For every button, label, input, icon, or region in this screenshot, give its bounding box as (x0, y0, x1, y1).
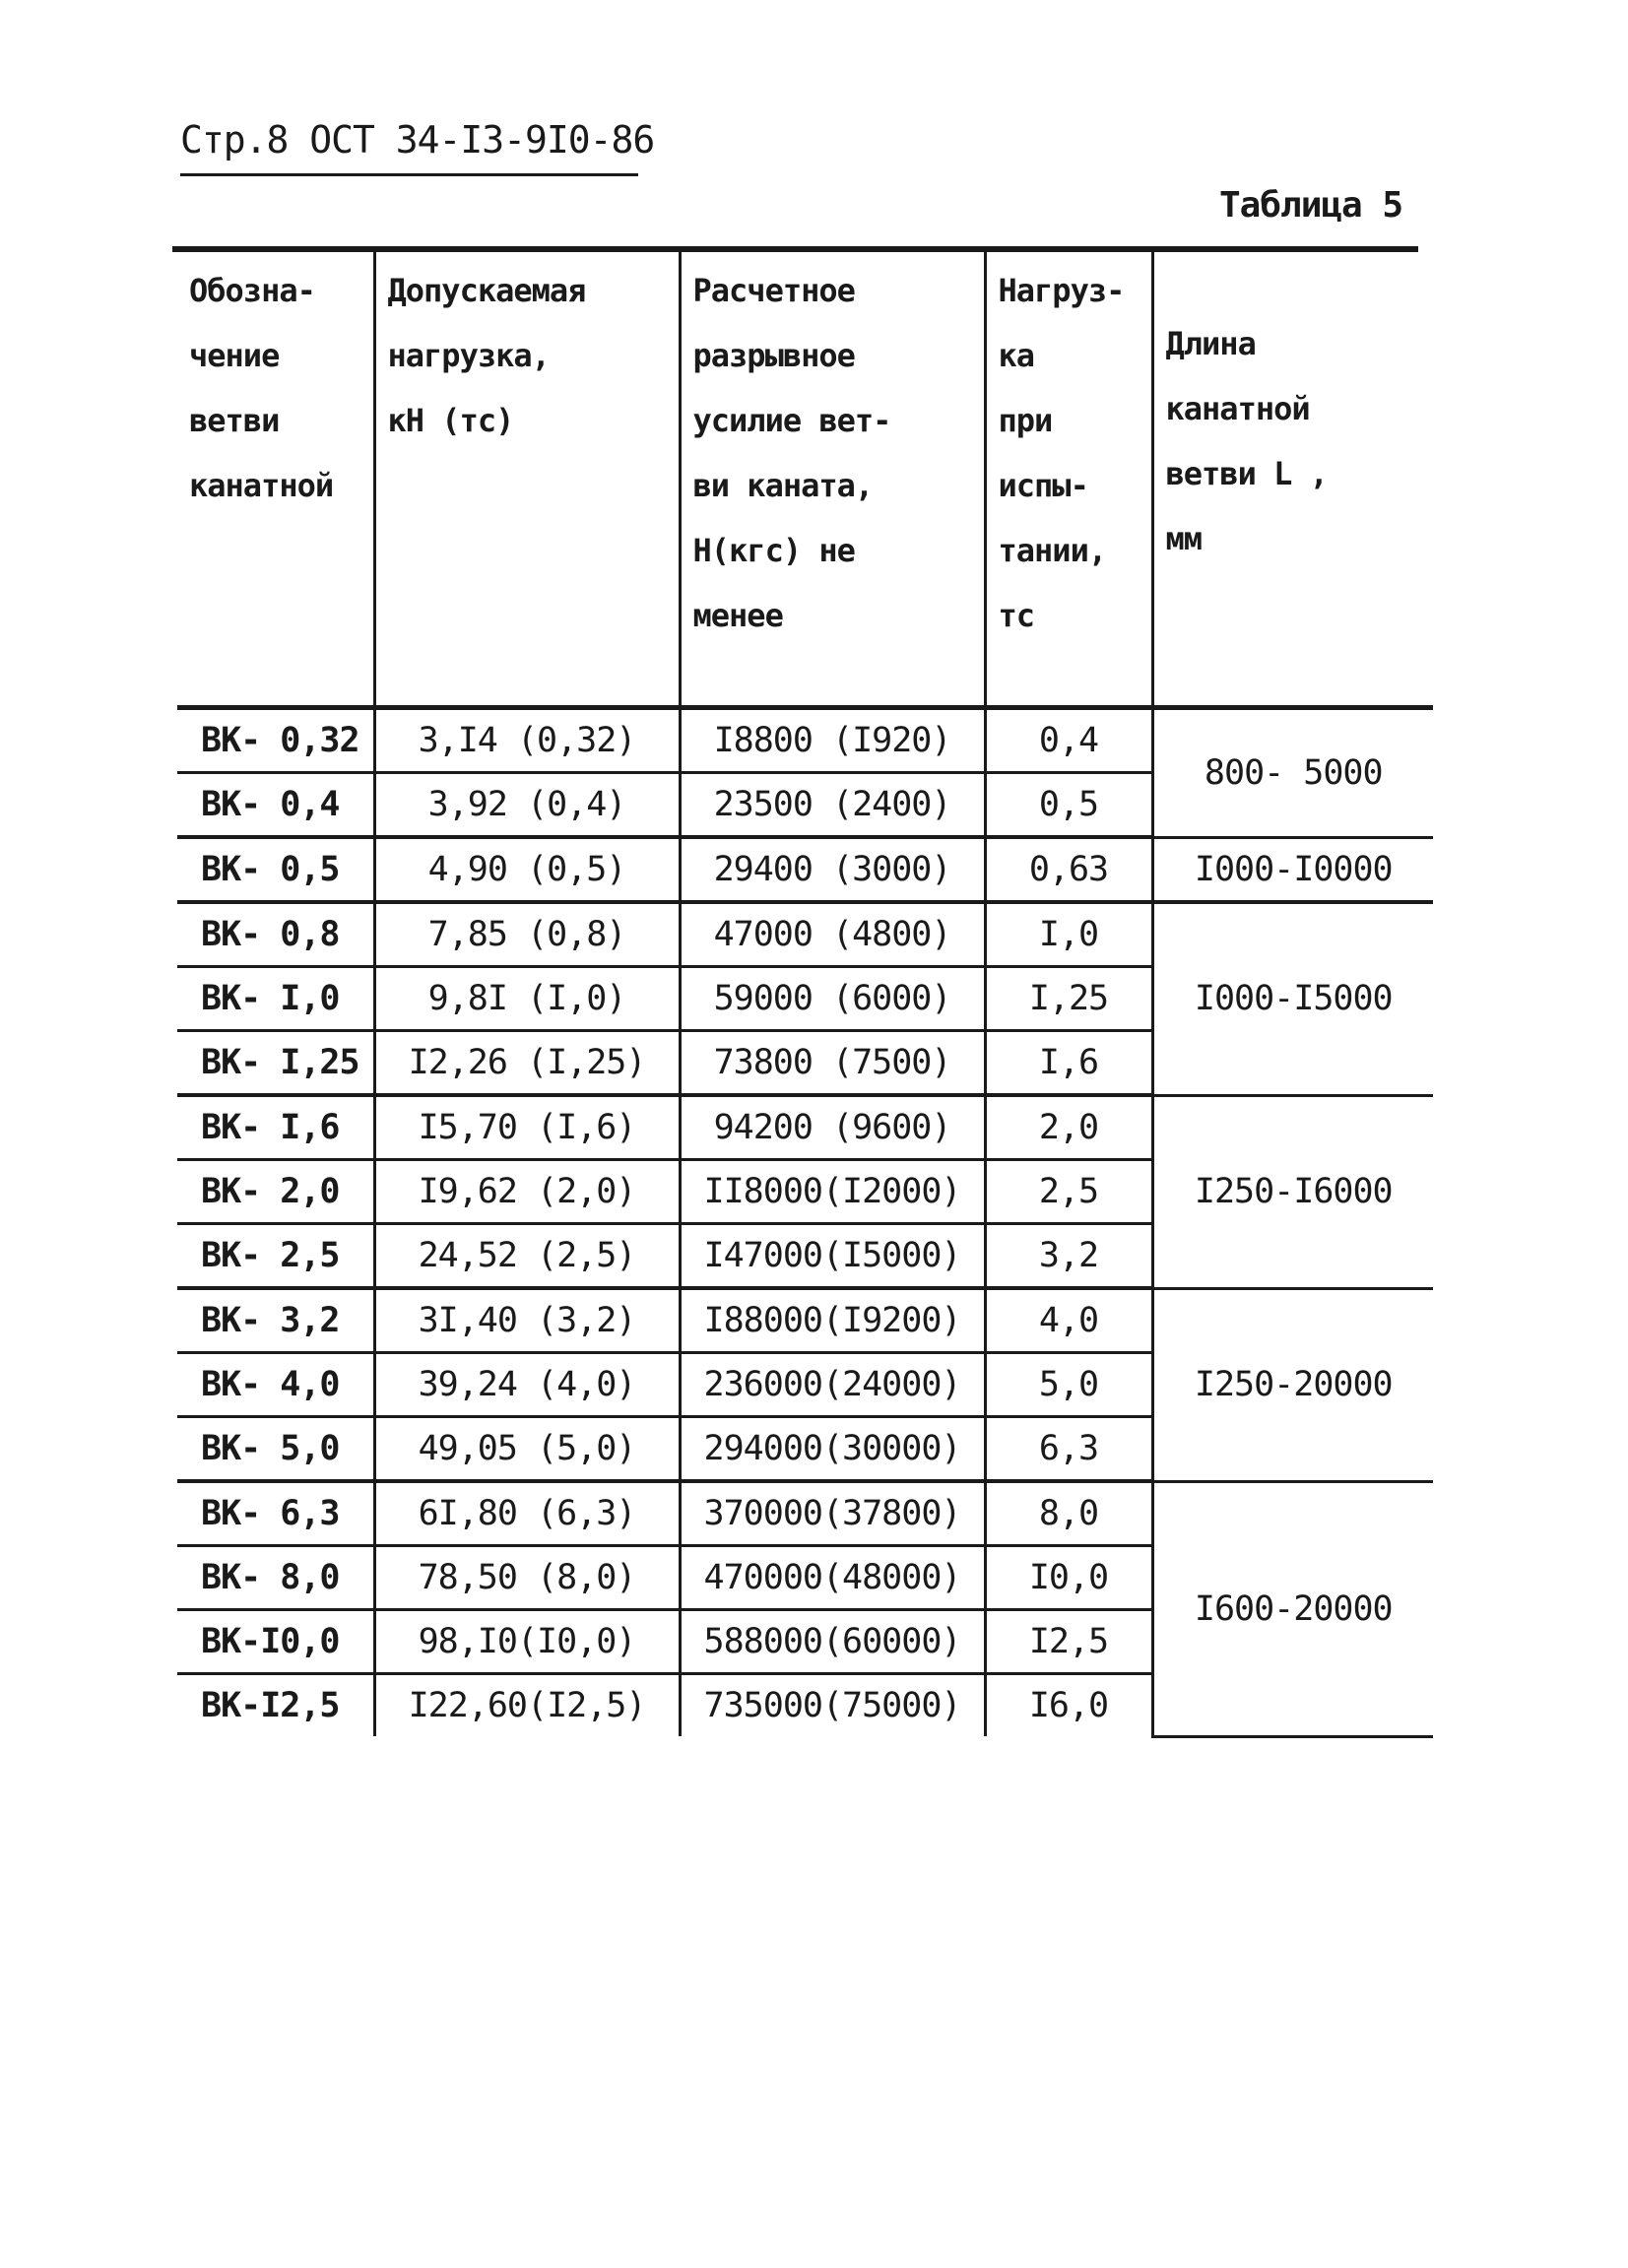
breaking-force-cell: 23500 (2400) (680, 773, 985, 838)
designation-cell: ВК- 8,0 (177, 1546, 374, 1610)
designation-cell: ВК- 4,0 (177, 1353, 374, 1417)
test-load-cell: 4,0 (985, 1288, 1152, 1353)
breaking-force-cell: I47000(I5000) (680, 1224, 985, 1289)
allowable-load-cell: 3,92 (0,4) (374, 773, 680, 838)
header-row (177, 252, 1433, 708)
designation-cell: ВК- 0,8 (177, 902, 374, 967)
branch-length-cell: 800- 5000 (1152, 708, 1433, 838)
table-row (177, 1481, 1433, 1546)
test-load-cell: I2,5 (985, 1610, 1152, 1674)
allowable-load-cell: I9,62 (2,0) (374, 1160, 680, 1224)
designation-cell: ВК- 3,2 (177, 1288, 374, 1353)
breaking-force-cell: II8000(I2000) (680, 1160, 985, 1224)
breaking-force-cell: 73800 (7500) (680, 1031, 985, 1096)
table-label: Таблица 5 (1219, 185, 1403, 226)
allowable-load-cell: 24,52 (2,5) (374, 1224, 680, 1289)
allowable-load-cell: 98,I0(I0,0) (374, 1610, 680, 1674)
table-header (177, 252, 1433, 708)
test-load-cell: I,0 (985, 902, 1152, 967)
allowable-load-cell: 39,24 (4,0) (374, 1353, 680, 1417)
table-row (177, 1095, 1433, 1160)
test-load-cell: I6,0 (985, 1674, 1152, 1737)
branch-length-cell: I250-I6000 (1152, 1095, 1433, 1288)
test-load-cell: 8,0 (985, 1481, 1152, 1546)
allowable-load-cell: 49,05 (5,0) (374, 1417, 680, 1482)
test-load-cell: 0,4 (985, 708, 1152, 773)
designation-cell: ВК- 0,5 (177, 837, 374, 902)
branch-length-cell: I000-I0000 (1152, 837, 1433, 902)
breaking-force-cell: 470000(48000) (680, 1546, 985, 1610)
branch-length-cell: I250-20000 (1152, 1288, 1433, 1481)
test-load-cell: 2,5 (985, 1160, 1152, 1224)
breaking-force-cell: 735000(75000) (680, 1674, 985, 1737)
test-load-cell: 3,2 (985, 1224, 1152, 1289)
allowable-load-cell: I22,60(I2,5) (374, 1674, 680, 1737)
designation-cell: ВК- 0,4 (177, 773, 374, 838)
allowable-load-cell: I5,70 (I,6) (374, 1095, 680, 1160)
breaking-force-cell: 94200 (9600) (680, 1095, 985, 1160)
column-header-designation: Обозна- чение ветви канатной (177, 252, 374, 708)
breaking-force-cell: 236000(24000) (680, 1353, 985, 1417)
test-load-cell: 0,63 (985, 837, 1152, 902)
allowable-load-cell: 9,8I (I,0) (374, 967, 680, 1031)
allowable-load-cell: 3,I4 (0,32) (374, 708, 680, 773)
test-load-cell: 6,3 (985, 1417, 1152, 1482)
designation-cell: ВК- I,6 (177, 1095, 374, 1160)
branch-length-cell: I000-I5000 (1152, 902, 1433, 1095)
allowable-load-cell: 6I,80 (6,3) (374, 1481, 680, 1546)
table-row (177, 1288, 1433, 1353)
breaking-force-cell: 59000 (6000) (680, 967, 985, 1031)
test-load-cell: I0,0 (985, 1546, 1152, 1610)
allowable-load-cell: 4,90 (0,5) (374, 837, 680, 902)
test-load-cell: 5,0 (985, 1353, 1152, 1417)
test-load-cell: 2,0 (985, 1095, 1152, 1160)
test-load-cell: 0,5 (985, 773, 1152, 838)
breaking-force-cell: 588000(60000) (680, 1610, 985, 1674)
designation-cell: ВК- 5,0 (177, 1417, 374, 1482)
designation-cell: ВК- I,25 (177, 1031, 374, 1096)
header-underline (180, 173, 638, 176)
test-load-cell: I,6 (985, 1031, 1152, 1096)
designation-cell: ВК-I0,0 (177, 1610, 374, 1674)
allowable-load-cell: 78,50 (8,0) (374, 1546, 680, 1610)
designation-cell: ВК-I2,5 (177, 1674, 374, 1737)
breaking-force-cell: 29400 (3000) (680, 837, 985, 902)
allowable-load-cell: I2,26 (I,25) (374, 1031, 680, 1096)
allowable-load-cell: 7,85 (0,8) (374, 902, 680, 967)
breaking-force-cell: 47000 (4800) (680, 902, 985, 967)
rope-branch-table (177, 252, 1433, 1738)
branch-length-cell: I600-20000 (1152, 1481, 1433, 1736)
designation-cell: ВК- 2,0 (177, 1160, 374, 1224)
designation-cell: ВК- 0,32 (177, 708, 374, 773)
designation-cell: ВК- 2,5 (177, 1224, 374, 1289)
column-header-test-load: Нагруз- ка при испы- тании, тс (985, 252, 1152, 708)
table-row (177, 708, 1433, 773)
breaking-force-cell: 294000(30000) (680, 1417, 985, 1482)
table-row (177, 837, 1433, 902)
page-reference: Стр.8 ОСТ 34-I3-9I0-86 (180, 118, 655, 162)
breaking-force-cell: I88000(I9200) (680, 1288, 985, 1353)
allowable-load-cell: 3I,40 (3,2) (374, 1288, 680, 1353)
column-header-allowable-load: Допускаемая нагрузка, кН (тс) (374, 252, 680, 708)
table-row (177, 902, 1433, 967)
designation-cell: ВК- 6,3 (177, 1481, 374, 1546)
breaking-force-cell: I8800 (I920) (680, 708, 985, 773)
column-header-breaking-force: Расчетное разрывное усилие вет- ви каната, Н(кгс) не менее (680, 252, 985, 708)
designation-cell: ВК- I,0 (177, 967, 374, 1031)
test-load-cell: I,25 (985, 967, 1152, 1031)
column-header-branch-length: Длина канатной ветви L , мм (1152, 252, 1433, 708)
breaking-force-cell: 370000(37800) (680, 1481, 985, 1546)
table-body (177, 708, 1433, 1737)
